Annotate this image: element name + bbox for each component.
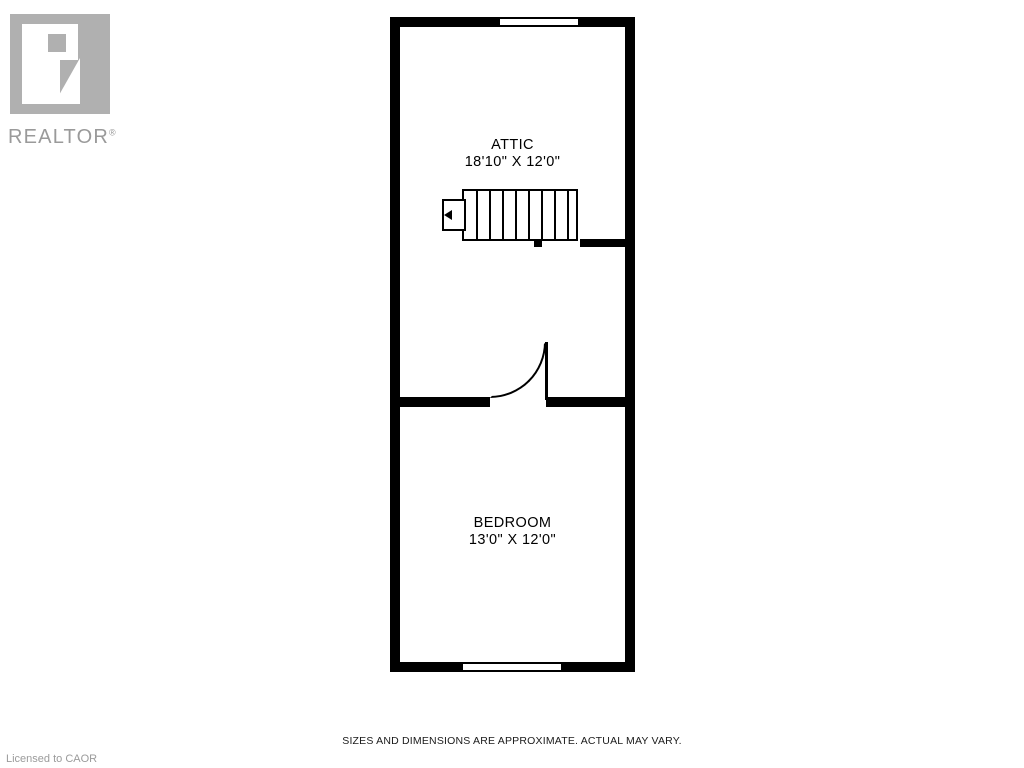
stair-landing-wall — [580, 239, 625, 247]
stairs-icon — [462, 189, 578, 241]
disclaimer-text: SIZES AND DIMENSIONS ARE APPROXIMATE. ACTUAL MAY VARY. — [342, 735, 682, 747]
exterior-wall-right — [625, 17, 635, 672]
stair-step — [502, 191, 504, 239]
room-label-bedroom — [390, 515, 635, 548]
window-bottom-icon — [463, 662, 561, 672]
realtor-logo-text — [8, 126, 117, 149]
floor-plan — [390, 17, 635, 672]
license-footer: Licensed to CAOR — [6, 753, 98, 765]
arrow-left-icon — [444, 210, 452, 220]
room-name-bedroom: BEDROOM — [473, 515, 552, 531]
realtor-logo-word: REALTOR — [8, 126, 110, 148]
window-top-icon — [500, 17, 578, 27]
stair-step — [528, 191, 530, 239]
stair-step — [515, 191, 517, 239]
room-dimensions-bedroom: 13'0" X 12'0" — [468, 532, 557, 548]
room-name-attic: ATTIC — [491, 137, 534, 153]
stair-step — [541, 191, 543, 239]
realtor-logo — [6, 14, 146, 148]
registered-mark: ® — [109, 127, 117, 138]
room-dimensions-attic: 18'10" X 12'0" — [464, 154, 561, 170]
door-icon — [490, 342, 548, 400]
room-label-attic — [390, 137, 635, 170]
stair-step — [554, 191, 556, 239]
realtor-logo-mark — [10, 14, 110, 114]
logo-letter-counter — [48, 34, 66, 52]
stair-step — [476, 191, 478, 239]
logo-letter-leg — [54, 58, 80, 104]
stair-step — [567, 191, 569, 239]
exterior-wall-left — [390, 17, 400, 672]
door-leaf — [545, 342, 548, 400]
door-swing-arc — [490, 342, 546, 398]
stair-step — [489, 191, 491, 239]
